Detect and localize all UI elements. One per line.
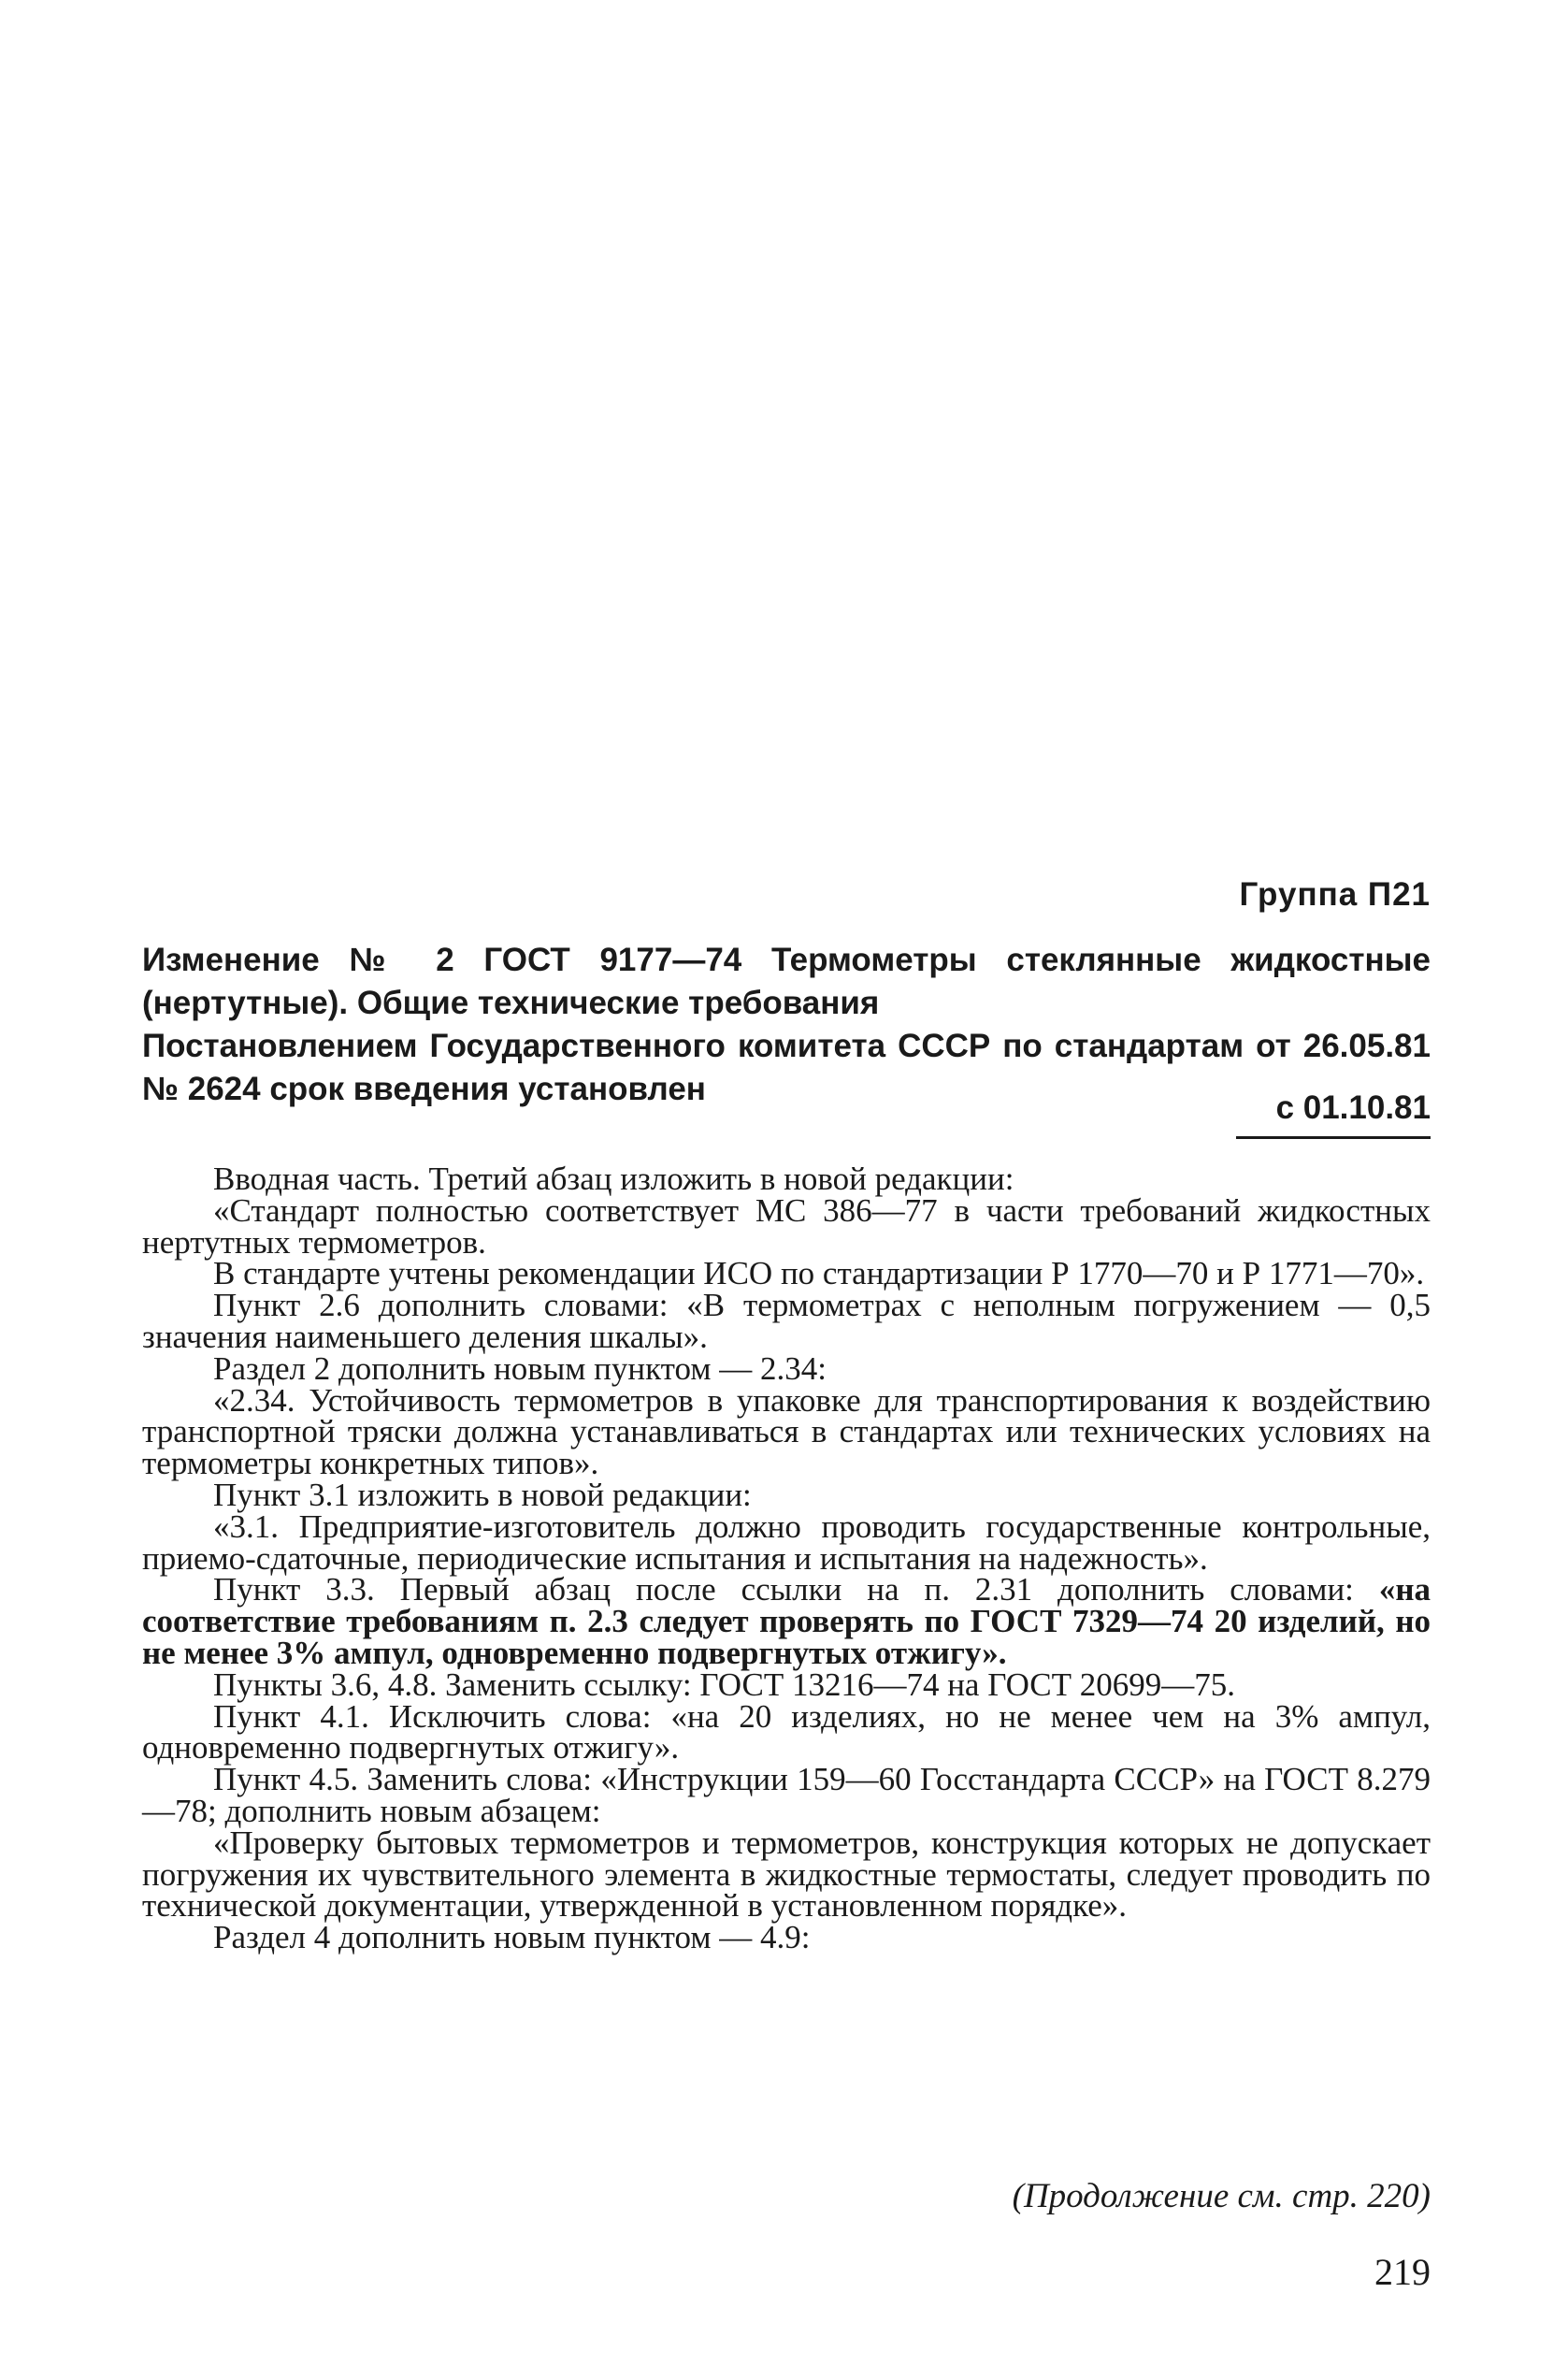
paragraph: Пункт 3.1 изложить в новой редакции: (213, 1476, 752, 1513)
paragraph-lead: Пункт 3.3. Первый абзац после ссылки на п. 2.31 дополнить словами: (213, 1571, 1354, 1608)
date-underline (1236, 1136, 1431, 1139)
paragraph-with-bold-insert (142, 1571, 1431, 1671)
page-number: 219 (1374, 2251, 1431, 2293)
paragraph: «Проверку бытовых термометров и термометров, конструкция которых не допускает погружения их чувствительного элемента в жидкостные термостаты, следует проводить по технической документации, утвержденной в установленном порядке». (142, 1824, 1431, 1925)
bold-insert: «на соответствие требованиям п. 2.3 следует проверять по ГОСТ 7329—74 20 изделий, но не менее 3% ампул, одновременно подвергнутых отжигу». (142, 1571, 1431, 1671)
paragraph: «3.1. Предприятие-изготовитель должно проводить государственные контрольные, приемо-сдаточные, периодические испытания и испытания на надежность». (142, 1507, 1431, 1577)
group-code: Группа П21 (1239, 876, 1431, 913)
paragraph: Пункты 3.6, 4.8. Заменить ссылку: ГОСТ 13216—74 на ГОСТ 20699—75. (213, 1666, 1235, 1703)
paragraph: В стандарте учтены рекомендации ИСО по стандартизации Р 1770—70 и Р 1771—70». (213, 1255, 1425, 1292)
paragraph: «Стандарт полностью соответствует МС 386—77 в части требований жидкостных нертутных термометров. (142, 1191, 1431, 1261)
continuation-note: (Продолжение см. стр. 220) (1012, 2177, 1431, 2215)
effective-date: с 01.10.81 (1275, 1089, 1431, 1126)
amendment-body (142, 1163, 1431, 1954)
paragraph: Пункт 4.1. Исключить слова: «на 20 изделиях, но не менее чем на 3% ампул, одновременно подвергнутых отжигу». (142, 1697, 1431, 1767)
paragraph: Вводная часть. Третий абзац изложить в новой редакции: (213, 1161, 1014, 1197)
paragraph: Пункт 2.6 дополнить словами: «В термометрах с неполным погружением — 0,5 значения наименьшего деления шкалы». (142, 1287, 1431, 1355)
amendment-title: Изменение № 2 ГОСТ 9177—74 Термометры стеклянные жидкостные (нертутные). Общие технические требования (142, 942, 1431, 1021)
paragraph: Раздел 2 дополнить новым пунктом — 2.34: (213, 1349, 827, 1387)
paragraph: Пункт 4.5. Заменить слова: «Инструкции 159—60 Госстандарта СССР» на ГОСТ 8.279—78; дополнить новым абзацем: (142, 1761, 1431, 1829)
decree-text: Постановлением Государственного комитета СССР по стандартам от 26.05.81 № 2624 срок введения установлен (142, 1028, 1431, 1107)
paragraph: Раздел 4 дополнить новым пунктом — 4.9: (213, 1919, 811, 1956)
paragraph: «2.34. Устойчивость термометров в упаковке для транспортирования к воздействию транспортной тряски должна устанавливаться в стандартах или технических условиях на термометры конкретных типов». (142, 1381, 1431, 1482)
